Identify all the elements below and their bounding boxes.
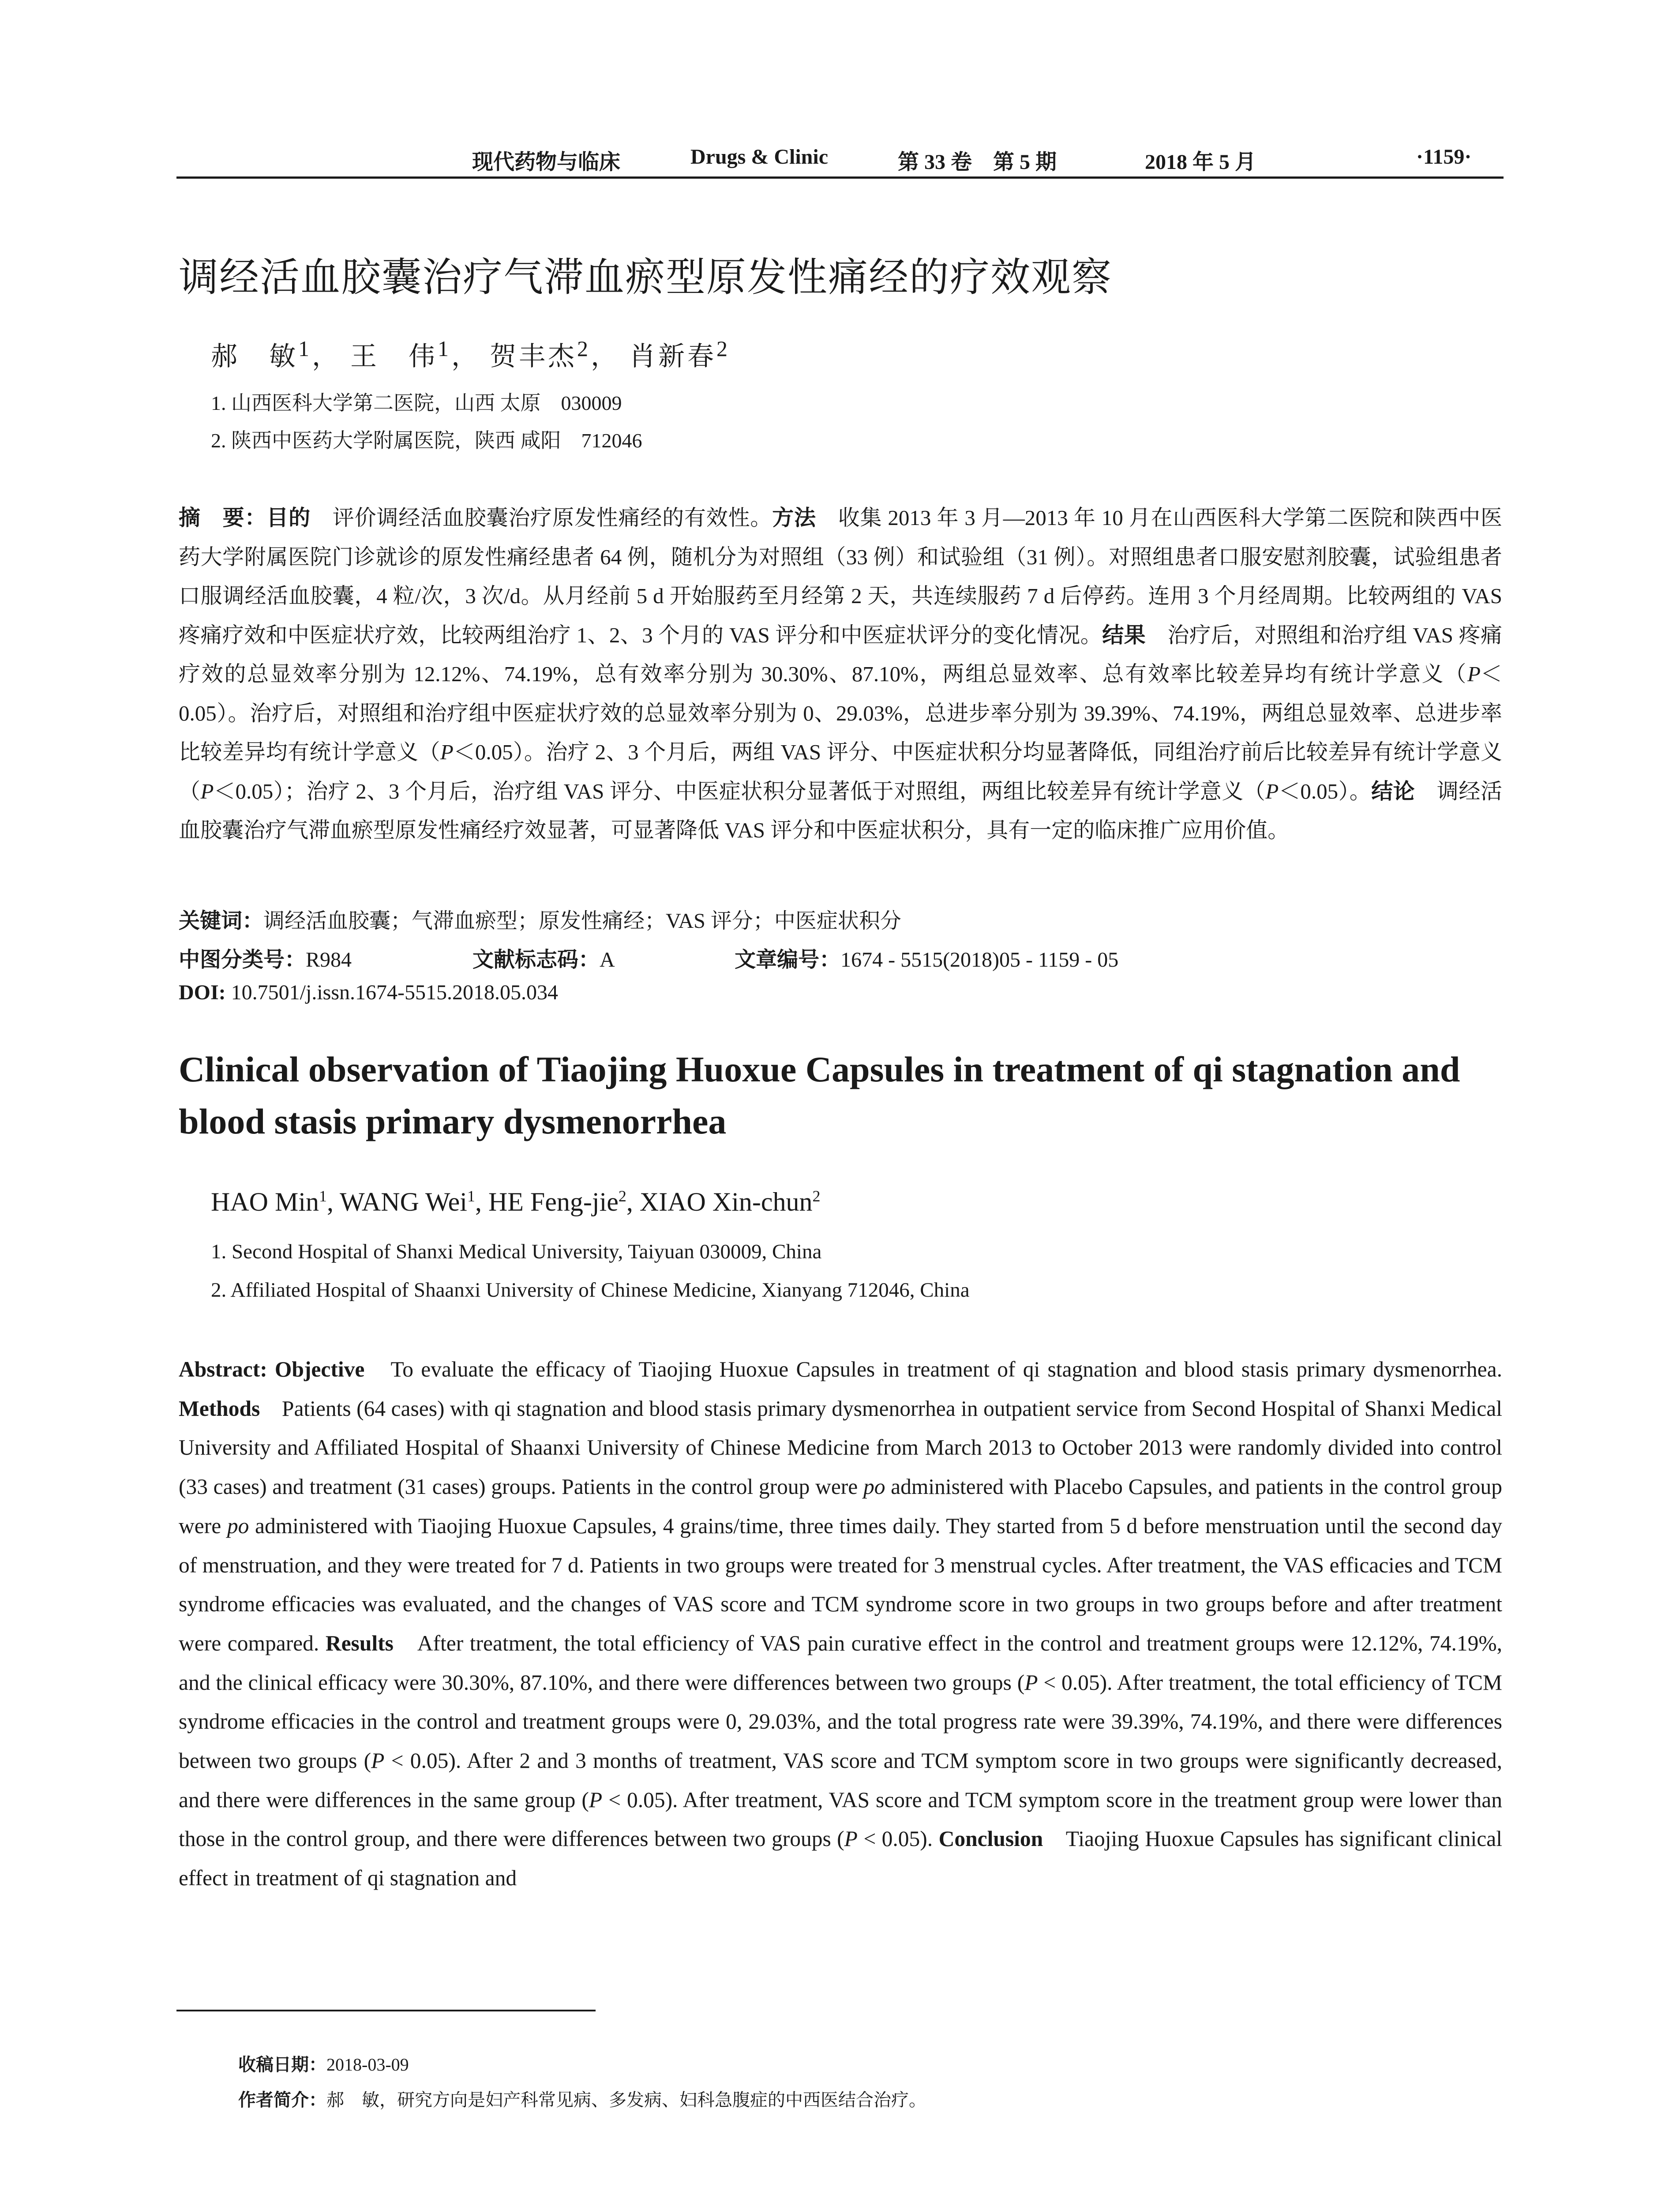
results-text-cn: ＜0.05）；治疗 2、3 个月后，治疗组 VAS 评分、中医症状积分显著低于对照组，两组比较差异有统计学意义（ [214,779,1266,803]
doi-line [179,980,558,1005]
p-value-symbol: P [371,1748,385,1773]
author-affiliation-mark: 2 [618,1187,626,1205]
results-text-en: < 0.05). After 2 and 3 months of treatment, VAS score and TCM symptom score in two groups were significantly decreased, and there were differences in the same group ( [179,1748,1502,1812]
author-name: WANG Wei [339,1187,467,1216]
abstract-cn [179,499,1502,850]
received-date [238,2051,409,2076]
affiliation-cn-2: 2. 陕西中医药大学附属医院，陕西 咸阳 712046 [211,429,642,452]
author-name: 郝 敏 [211,342,298,371]
results-text-en: After treatment, the total efficiency of VAS pain curative effect in the control and treatment groups were 12.12%, 74.19%, and the clinical efficacy were 30.30%, 87.10%, and there were differences between two groups ( [179,1631,1502,1695]
objective-text-cn: 评价调经活血胶囊治疗原发性痛经的有效性。 [310,506,772,530]
results-text-cn: 治疗后，对照组和治疗组 VAS 疼痛疗效的总显效率分别为 12.12%、74.19%，总有效率分别为 30.30%、87.10%，两组总显效率、总有效率比较差异均有统计学意义（ [179,623,1502,686]
paper-title-en: Clinical observation of Tiaojing Huoxue Capsules in treatment of qi stagnation and blood stasis primary dysmenorrhea [179,1049,1460,1141]
header-rule [176,176,1504,179]
author-name: HAO Min [211,1187,319,1216]
route-po: po [227,1513,249,1538]
issue-date: 2018 年 5 月 [1145,150,1256,174]
results-text-cn: ＜0.05）。 [1279,779,1372,803]
abstract-label-cn: 摘 要： [179,505,267,530]
article-no-value: 1674 - 5515(2018)05 - 1159 - 05 [840,948,1119,972]
conclusion-label-cn: 结论 [1371,778,1415,804]
conclusion-text-cn: 调经活血胶囊治疗气滞血瘀型原发性痛经疗效显著，可显著降低 VAS 评分和中医症状积分，具有一定的临床推广应用价值。 [179,779,1502,842]
methods-text-cn: 收集 2013 年 3 月—2013 年 10 月在山西医科大学第二医院和陕西中医药大学附属医院门诊就诊的原发性痛经患者 64 例，随机分为对照组（33 例）和试验组（31 例）。对照组患者口服安慰剂胶囊，试验组患者口服调经活血胶囊，4 粒/次，3 次/d。从月经前 5 d 开始服药至月经第 2 天，共连续服药 7 d 后停药。连用 3 个月经周期。比较两组的 VAS 疼痛疗效和中医症状疗效，比较两组治疗 1、2、3 个月的 VAS 评分和中医症状评分的变化情况。 [179,506,1502,647]
results-label-cn: 结果 [1102,622,1146,648]
objective-text-en: To evaluate the efficacy of Tiaojing Huoxue Capsules in treatment of qi stagnation and blood stasis primary dysmenorrhea. [364,1357,1502,1381]
results-text-cn: ＜0.05）。治疗 2、3 个月后，两组 VAS 评分、中医症状积分均显著降低，同组治疗前后比较差异有统计学意义（ [179,740,1502,803]
page-number: ·1159· [1416,145,1472,169]
volume-issue: 第 33 卷 第 5 期 [898,150,1057,174]
conclusion-label-en: Conclusion [938,1827,1043,1851]
doc-code-label: 文献标志码： [472,947,600,972]
author-affiliation-mark: 1 [298,336,312,361]
received-value: 2018-03-09 [326,2055,409,2075]
results-text-en: < 0.05). [857,1827,939,1851]
conclusion-text-en: Tiaojing Huoxue Capsules has significant clinical effect in treatment of qi stagnation and [179,1827,1502,1891]
abstract-en [179,1350,1502,1898]
author-name: 肖新春 [629,342,716,371]
clc-label: 中图分类号： [179,947,306,972]
author-affiliation-mark: 2 [577,336,591,361]
methods-text-en: Patients (64 cases) with qi stagnation and blood stasis primary dysmenorrhea in outpatient service from Second Hospital of Shanxi Medical University and Affiliated Hospital of Shaanxi University of Chinese Medicine from March 2013 to October 2013 were randomly divided into control (33 cases) and treatment (31 cases) groups. Patients in the control group were [179,1396,1502,1499]
author-affiliation-mark: 1 [467,1187,475,1205]
author-list-cn: 郝 敏$^1$， 王 伟$^1$， 贺丰杰$^2$， 肖新春$^2$ [211,336,730,371]
author-affiliation-mark: 2 [716,336,730,361]
author-bio [238,2086,926,2111]
methods-label-cn: 方法 [772,505,816,530]
received-label: 收稿日期： [238,2055,326,2075]
author-affiliation-mark: 1 [438,336,451,361]
p-value-symbol: P [440,740,454,764]
keywords-label: 关键词： [179,908,264,933]
author-bio-label: 作者简介： [238,2090,326,2110]
methods-text-en: administered with Placebo Capsules, and patients in the control group were [179,1474,1502,1538]
author-name: 贺丰杰 [490,342,577,371]
doc-code-value: A [600,948,614,972]
results-text-en: < 0.05). After treatment, the total efficiency of TCM syndrome efficacies in the control and treatment groups were 0, 29.03%, and the total progress rate were 39.39%, 74.19%, and there were differences between two groups ( [179,1670,1502,1773]
journal-name-cn: 现代药物与临床 [472,150,621,174]
classification-line [179,942,1118,973]
p-value-symbol: P [1265,779,1279,803]
keywords-cn [179,904,901,934]
abstract-label-en: Abstract: Objective [179,1357,365,1381]
running-header [176,142,1504,179]
doi-value: 10.7501/j.issn.1674-5515.2018.05.034 [225,981,559,1004]
results-text-cn: ＜0.05）。治疗后，对照组和治疗组中医症状疗效的总显效率分别为 0、29.03%，总进步率分别为 39.39%、74.19%，两组总显效率、总进步率比较差异均有统计学意义（ [179,662,1502,764]
paper-title-cn: 调经活血胶囊治疗气滞血瘀型原发性痛经的疗效观察 [179,254,1112,300]
author-affiliation-mark: 2 [812,1187,821,1205]
affiliation-en-1: 1. Second Hospital of Shanxi Medical University, Taiyuan 030009, China [211,1240,822,1263]
p-value-symbol: P [589,1787,603,1812]
results-text-en: < 0.05). After treatment, VAS score and TCM symptom score in the treatment group were lower than those in the control group, and there were differences between two groups ( [179,1787,1503,1851]
journal-name-en: Drugs & Clinic [690,145,828,169]
route-po: po [863,1474,885,1499]
objective-label-cn: 目的 [266,505,311,530]
author-name: XIAO Xin-chun [639,1187,813,1216]
p-value-symbol: P [1024,1670,1038,1695]
methods-label-en: Methods [179,1396,260,1421]
affiliation-cn-1: 1. 山西医科大学第二医院，山西 太原 030009 [211,392,622,414]
author-name: 王 伟 [350,342,438,371]
doi-label: DOI: [179,981,226,1004]
author-list-en: HAO Min$^1$, WANG Wei$^1$, HE Feng-jie$^2$, XIAO Xin-chun$^2$ [211,1187,821,1216]
keywords-text: 调经活血胶囊；气滞血瘀型；原发性痛经；VAS 评分；中医症状积分 [263,909,901,933]
results-label-en: Results [325,1631,394,1655]
author-name: HE Feng-jie [488,1187,619,1216]
author-affiliation-mark: 1 [319,1187,327,1205]
footnote-rule [176,2010,596,2011]
p-value-symbol: P [844,1827,858,1851]
affiliation-en-2: 2. Affiliated Hospital of Shaanxi University of Chinese Medicine, Xianyang 712046, China [211,1279,970,1302]
p-value-symbol: P [1467,662,1481,686]
article-no-label: 文章编号： [735,947,841,972]
p-value-symbol: P [200,779,214,803]
author-bio-text: 郝 敏，研究方向是妇产科常见病、多发病、妇科急腹症的中西医结合治疗。 [326,2090,926,2110]
methods-text-en: administered with Tiaojing Huoxue Capsules, 4 grains/time, three times daily. They started from 5 d before menstruation until the second day of menstruation, and they were treated for 7 d. Patients in two groups were treated for 3 menstrual cycles. After treatment, the VAS efficacies and TCM syndrome efficacies was evaluated, and the changes of VAS score and TCM syndrome score in two groups in two groups before and after treatment were compared. [179,1513,1502,1655]
clc-value: R984 [306,948,352,972]
